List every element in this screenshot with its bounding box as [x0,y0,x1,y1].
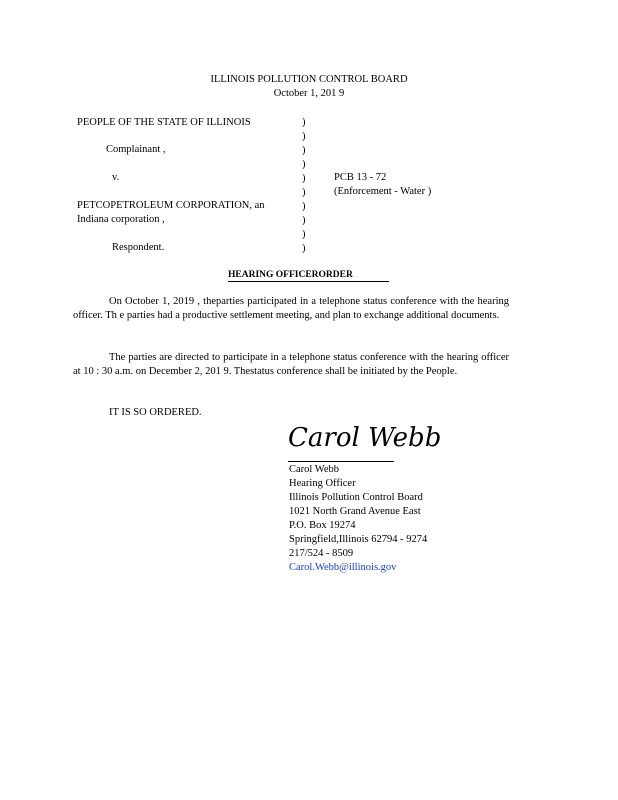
case-number: PCB 13 - 72 [334,172,387,183]
versus-label: v. [112,172,120,183]
paragraph-status-conference: On October 1, 2019 , theparties participated in a telephone status conference with the hearing officer. Th e parties had a productive settlement meeting, and plan to exchange additional documents. [73,296,509,321]
signer-street: 1021 North Grand Avenue East [289,506,421,517]
paren: ) [302,159,306,170]
signer-pobox: P.O. Box 19274 [289,520,356,531]
order-title: HEARING OFFICERORDER [228,270,353,280]
complainant-label: Complainant , [106,144,166,155]
title-underline [228,281,389,282]
paren: ) [302,215,306,226]
case-type: (Enforcement - Water ) [334,186,432,197]
paragraph-directive: The parties are directed to participate in a telephone status conference with the hearing officer at 10 : 30 a.m. on December 2, 201 9. Thestatus conference shall be initiated by the People. [73,352,509,377]
defendant-name: PETCOPETROLEUM CORPORATION, an [77,200,265,211]
paren: ) [302,117,306,128]
caption-parentheses [302,116,306,256]
paren: ) [302,187,306,198]
signer-title: Hearing Officer [289,478,356,489]
plaintiff-name: PEOPLE OF THE STATE OF ILLINOIS [77,117,251,128]
paren: ) [302,173,306,184]
ordered-statement: IT IS SO ORDERED. [109,407,202,418]
signer-phone: 217/524 - 8509 [289,548,354,559]
signer-organization: Illinois Pollution Control Board [289,492,423,503]
paren: ) [302,131,306,142]
signature-line [288,461,394,462]
signer-email-link[interactable]: Carol.Webb@illinois.gov [289,562,397,573]
signer-name: Carol Webb [289,464,339,475]
paren: ) [302,229,306,240]
paren: ) [302,201,306,212]
respondent-label: Respondent. [112,242,165,253]
signer-city: Springfield,Illinois 62794 - 9274 [289,534,428,545]
defendant-description: Indiana corporation , [77,214,165,225]
agency-heading: ILLINOIS POLLUTION CONTROL BOARD [210,74,408,85]
order-date: October 1, 201 9 [273,88,345,99]
paren: ) [302,243,306,254]
signature-script: Carol Webb [288,423,442,453]
paren: ) [302,145,306,156]
signature-image [286,418,442,454]
